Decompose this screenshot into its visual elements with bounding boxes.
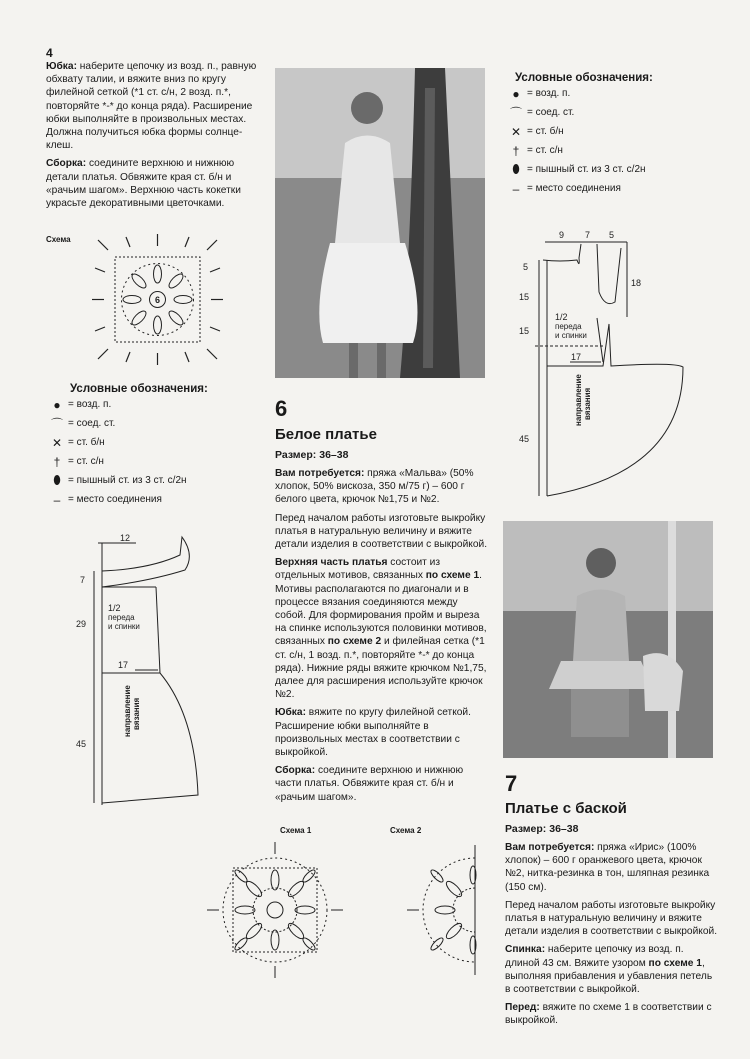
- dagger-icon: †: [53, 454, 61, 469]
- dot-icon: ●: [512, 86, 520, 101]
- pattern-number-4: 4: [46, 46, 53, 60]
- photo-peplum-dress-illustration: [503, 521, 713, 758]
- dash-icon: –: [512, 181, 520, 196]
- scheme-2-label: Схема 2: [390, 826, 422, 835]
- dim-top: 12: [120, 533, 131, 543]
- section-7-back: Спинка: наберите цепочку из возд. п. длиной 43 см. Вяжите узором по схеме 1, выполняя прибавления и убавления петель в соответствии с выкройкой.: [505, 944, 713, 996]
- dim-t2: 7: [585, 230, 591, 240]
- cross-icon: ✕: [51, 435, 63, 450]
- left-intro-block: [46, 46, 264, 210]
- legend-left: [46, 383, 256, 509]
- half-label-1: 1/2: [555, 312, 568, 322]
- assembly-paragraph: Сборка: соедините верхнюю и нижнюю детали платья. Обвяжите края ст. б/н и «рачьим шагом». Верхнюю часть кокетки украсьте декоративными цветочками.: [46, 158, 241, 210]
- section-6-size: Размер: 36–38: [275, 449, 349, 461]
- photo-white-dress-illustration: [275, 68, 485, 378]
- section-7-front: Перед: вяжите по схеме 1 в соответствии с выкройкой.: [505, 1002, 712, 1027]
- dim-l3: 15: [519, 326, 530, 336]
- cross-icon: ✕: [510, 124, 522, 139]
- half-label-3: и спинки: [555, 331, 587, 340]
- direction-label-1: направление: [574, 374, 583, 426]
- legend-item: ⌒ = соед. ст.: [505, 103, 705, 122]
- half-label-2: переда: [108, 613, 135, 622]
- dim-c: 45: [76, 739, 87, 749]
- dim-a: 7: [80, 575, 86, 585]
- section-7-number: 7: [505, 771, 518, 796]
- photo-peplum-dress: [503, 521, 713, 758]
- section-6-intro: Перед началом работы изготовьте выкройку платья в натуральную величину и вяжите детали изделия в соответствии с выкройкой.: [275, 512, 488, 551]
- legend-item: – = место соединения: [46, 490, 256, 509]
- section-7-intro: Перед началом работы изготовьте выкройку платья в натуральную величину и вяжите детали изделия в соответствии с выкройкой.: [505, 899, 718, 938]
- legend-item: ✕ = ст. б/н: [505, 122, 705, 141]
- section-6-skirt: Юбка: вяжите по кругу филейной сеткой. Расширение юбки выполняйте в произвольных местах в соответствии с выкройкой.: [275, 707, 471, 759]
- legend-right: [505, 72, 705, 198]
- section-7-size: Размер: 36–38: [505, 823, 579, 835]
- dress-pattern-diagram-2: [515, 222, 695, 507]
- legend-item: ✕ = ст. б/н: [46, 433, 256, 452]
- section-6-top-part: Верхняя часть платья состоит из отдельных мотивов, связанных по схеме 1. Мотивы располагаются по диагонали и в процессе вязания соединяются между собой. Для формирования пройм и выреза на спинке используются половинки мотивов, связанных по схеме 2 и филейная сетка (*1 ст. с/н, 1 возд. п.*, повторяйте *-* до конца ряда). Нижние ряды вяжите крючком №1,75, далее для расширения используйте крючок №2.: [275, 557, 487, 701]
- skirt-label: Юбка:: [46, 61, 77, 72]
- puff-icon: ⬮: [512, 162, 520, 176]
- dagger-icon: †: [512, 143, 520, 158]
- dim-t1: 9: [559, 230, 565, 240]
- dress-pattern-diagram-1: [70, 525, 220, 815]
- direction-label-1: направление: [123, 685, 132, 737]
- section-6-assembly: Сборка: соедините верхнюю и нижнюю части платья. Обвяжите края ст. б/н и «рачьим шагом».: [275, 765, 464, 803]
- legend-item: ⬮ = пышный ст. из 3 ст. с/2н: [505, 160, 705, 179]
- skirt-paragraph: Юбка: наберите цепочку из возд. п., равную обхвату талии, и вяжите вниз по кругу филейной сеткой (*1 ст. с/н, 2 возд. п.*, повторяйте *-* до конца ряда). Расширение юбки выполняйте в произвольных местах. Должна получиться юбка формы солнце-клеш.: [46, 61, 257, 152]
- legend-item: ⬮ = пышный ст. из 3 ст. с/2н: [46, 471, 256, 490]
- scheme-2-diagram: [385, 840, 485, 980]
- dim-t3: 5: [609, 230, 615, 240]
- legend-item: ⌒ = соед. ст.: [46, 414, 256, 433]
- dim-b: 29: [76, 619, 87, 629]
- section-7: [505, 771, 720, 1028]
- section-6-materials: Вам потребуется: пряжа «Мальва» (50% хлопок, 50% вискоза, 350 м/75 г) – 600 г белого цвета, крючок №1,75 и №2.: [275, 468, 474, 506]
- legend-title: Условные обозначения:: [515, 72, 653, 84]
- section-6-number: 6: [275, 396, 288, 421]
- half-label-3: и спинки: [108, 622, 140, 631]
- dim-l4: 45: [519, 434, 530, 444]
- arc-icon: ⌒: [509, 106, 522, 120]
- legend-title: Условные обозначения:: [70, 383, 208, 395]
- direction-label-2: вязания: [583, 387, 592, 420]
- section-6-title: Белое платье: [275, 426, 377, 443]
- assembly-label: Сборка:: [46, 158, 87, 170]
- dim-l1: 5: [523, 262, 529, 272]
- dim-mid: 17: [118, 660, 129, 670]
- dim-l2: 15: [519, 292, 530, 302]
- section-6: [275, 396, 490, 804]
- legend-item: ● = возд. п.: [505, 84, 705, 103]
- scheme-label: Схема: [46, 235, 71, 244]
- arc-icon: ⌒: [50, 417, 63, 431]
- legend-item: – = место соединения: [505, 179, 705, 198]
- legend-item: † = ст. с/н: [505, 141, 705, 160]
- dim-r1: 18: [631, 278, 642, 288]
- half-label-1: 1/2: [108, 603, 121, 613]
- legend-item: ● = возд. п.: [46, 395, 256, 414]
- photo-white-dress: [275, 68, 485, 378]
- puff-icon: ⬮: [53, 473, 61, 487]
- flower-motif-diagram: [90, 232, 225, 367]
- dot-icon: ●: [53, 397, 61, 412]
- scheme-center-label: 6: [154, 295, 161, 305]
- section-7-title: Платье с баской: [505, 800, 627, 817]
- half-label-2: переда: [555, 322, 582, 331]
- scheme-1-label: Схема 1: [280, 826, 312, 835]
- direction-label-2: вязания: [132, 697, 141, 730]
- legend-item: † = ст. с/н: [46, 452, 256, 471]
- section-7-materials: Вам потребуется: пряжа «Ирис» (100% хлопок) – 600 г оранжевого цвета, крючок №2, нитка-резинка в тон, шляпная резинка (150 см).: [505, 842, 710, 893]
- dash-icon: –: [53, 492, 61, 507]
- dim-mid: 17: [571, 352, 582, 362]
- scheme-1-diagram: [205, 840, 345, 980]
